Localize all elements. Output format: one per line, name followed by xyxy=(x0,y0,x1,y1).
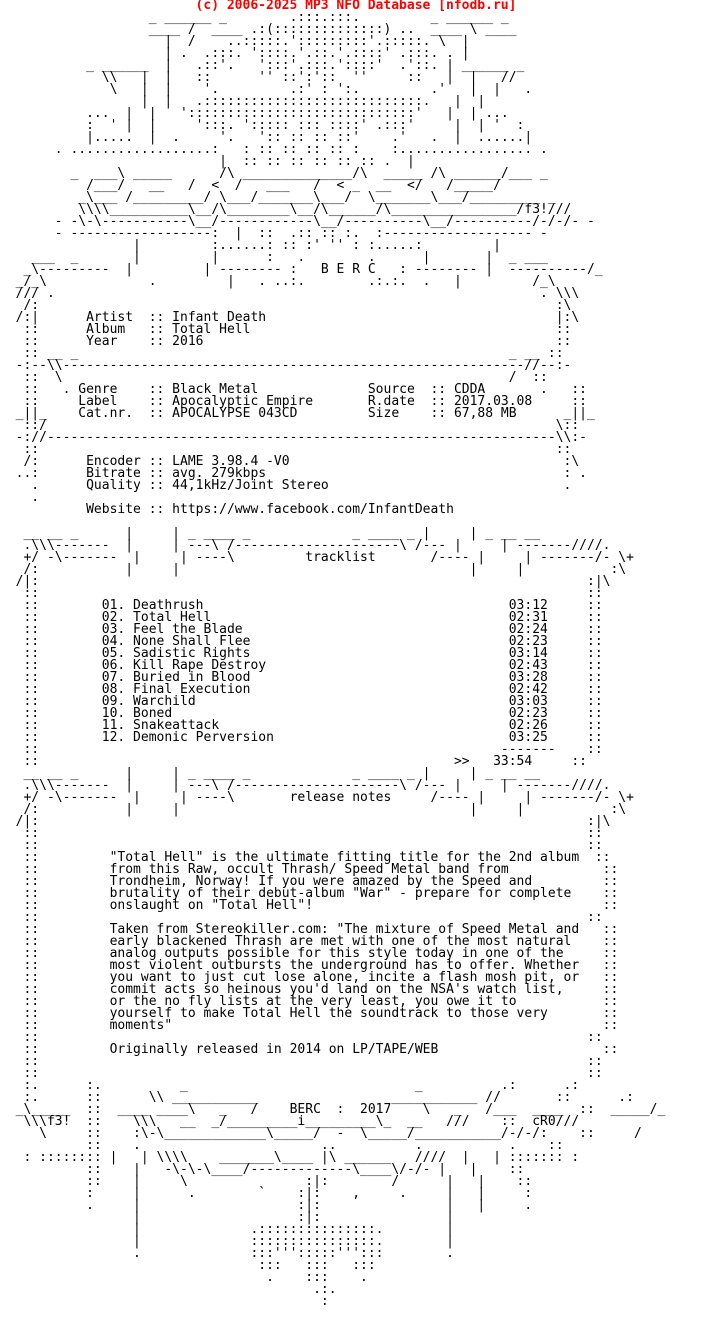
nfo-line: Website :: https://www.facebook.com/InfantDeath xyxy=(0,502,454,517)
nfo-line: :: :: xyxy=(0,910,603,925)
nfo-line: .\\\------- | | ---\ /---------------------\ /--- | | -------////. xyxy=(0,538,611,553)
nfo-line: _/_\ . | . ..:. .:.:. . | /_\ xyxy=(0,274,556,289)
nfo-line: _\--------- | | -------- : B E R C : -------- | ----------/_ xyxy=(0,262,603,277)
nfo-line: ::/ \:: xyxy=(0,418,580,433)
nfo-line: :: >> 33:54 :: xyxy=(0,754,587,769)
nfo-ascii-document xyxy=(0,12,712,1332)
nfo-line: :: :: xyxy=(0,1066,603,1081)
nfo-line: :: . Genre :: Black Metal Source :: CDDA . :: xyxy=(0,382,587,397)
nfo-line: +/ -\------- | | ----\ tracklist /---- | | -------/- \+ xyxy=(0,550,634,565)
nfo-line: . :::''':::::'''::: . xyxy=(0,1246,454,1261)
nfo-line: :: yourself to make Total Hell the soundtrack to those very :: xyxy=(0,1006,619,1021)
nfo-line: _||_ Cat.nr. :: APOCALYPSE 043CD Size :: 67,88 MB _||_ xyxy=(0,406,595,421)
nfo-line: :: Trondheim, Norway! If you were amazed by the Speed and :: xyxy=(0,874,619,889)
nfo-line: /|: :|\ xyxy=(0,574,611,589)
nfo-line: :: 05. Sadistic Rights 03:14 :: xyxy=(0,646,603,661)
nfo-line: :: | \ :|: / | | :: xyxy=(0,1174,533,1189)
nfo-line: ____ / ____ .:(::::::::::::::) .. ____ \ ____ xyxy=(0,22,517,37)
nfo-line: | :......: :: :' '' : :.....: | xyxy=(0,238,501,253)
nfo-line: :: Album :: Total Hell :: xyxy=(0,322,572,337)
nfo-line: :: analog outputs possible for this style today in one of the :: xyxy=(0,946,619,961)
nfo-line: | / ..:::::.':::::::::'.:::::. \ | xyxy=(0,34,470,49)
nfo-line: ... | | ':::::::::::::::::::::::::::::' | | ... xyxy=(0,106,509,121)
nfo-line: | | .::::::::::::::::::::::::::::. | | xyxy=(0,94,486,109)
nfo-line: :: 06. Kill Rape Destroy 02:43 :: xyxy=(0,658,603,673)
nfo-line: :: . .. . . :: xyxy=(0,1138,564,1153)
nfo-line: :: Year :: 2016 :: xyxy=(0,334,572,349)
nfo-line: . ..................: : :: :: :: :: : :................. . xyxy=(0,142,548,157)
nfo-line: /// . . \\\ xyxy=(0,286,580,301)
nfo-line: | ::::::::::::::::. | xyxy=(0,1234,454,1249)
nfo-line: /: :\ xyxy=(0,298,572,313)
nfo-line: /___/ __ / < / ___ / < _ __ </ /_____/ xyxy=(0,178,501,193)
nfo-line: ..: Bitrate :: avg. 279kbps : . xyxy=(0,466,587,481)
nfo-line: :: 08. Final Execution 02:42 :: xyxy=(0,682,603,697)
nfo-line: .\\\------- | | ---\ /---------------------\ /--- | | -------////. xyxy=(0,778,611,793)
nfo-line: |..... | . '. ':: :: :: ::' .' . | ......| xyxy=(0,130,533,145)
nfo-line: :: Originally released in 2014 on LP/TAPE/WEB :: xyxy=(0,1042,619,1057)
nfo-line: :: __ _ _ __ :: xyxy=(0,346,564,361)
nfo-line: :: :: xyxy=(0,442,572,457)
nfo-line: :: onslaught on "Total Hell"! :: xyxy=(0,898,619,913)
nfo-line: _\___ /_________/ \___/_______\___/ \_______\___/_________ _ xyxy=(0,190,556,205)
nfo-line: /: | | | | :\ xyxy=(0,802,627,817)
nfo-line: :: Label :: Apocalyptic Empire R.date :: 2017.03.08 :: xyxy=(0,394,587,409)
nfo-line: _ ______ | .::'. ':::'.:::.'::::' .'::. | ______ _ xyxy=(0,58,525,73)
nfo-line: :: :: xyxy=(0,1030,603,1045)
nfo-line: :: 07. Buried in Blood 03:28 :: xyxy=(0,670,603,685)
nfo-line: _\_____ :: ____ ____\ _ / BERC : 2017 \ _ /___ ____ :: _____/_ xyxy=(0,1102,666,1117)
nfo-line: :: from this Raw, occult Thrash/ Speed Metal band from :: xyxy=(0,862,619,877)
nfo-line: :. :. _ _ .: .: xyxy=(0,1078,580,1093)
nfo-line: :: 02. Total Hell 02:31 :: xyxy=(0,610,603,625)
nfo-line: : ' | | ':::. '::::: ::: ::::' .:::' | | ' : xyxy=(0,118,525,133)
nfo-line: \ | | '. .:' : ':. .' | | . xyxy=(0,82,533,97)
nfo-line: :: :: xyxy=(0,838,603,853)
nfo-line: :: 12. Demonic Perversion 03:25 :: xyxy=(0,730,603,745)
nfo-line: -://-----------------------------------------------------------------\\:- xyxy=(0,430,587,445)
nfo-line: . | :|: | | . xyxy=(0,1198,533,1213)
nfo-line: :: 09. Warchild 03:03 :: xyxy=(0,694,603,709)
nfo-line: :: most violent outbursts the underground has to offer. Whether :: xyxy=(0,958,619,973)
nfo-line: :: you want to just cut lose alone, incite a flash mosh pit, or :: xyxy=(0,970,619,985)
site-header: (c) 2006-2025 MP3 NFO Database [nfodb.ru] xyxy=(195,0,517,13)
nfo-line: ___ _ | | : . . | | _ ___ xyxy=(0,250,548,265)
nfo-line: | . .:::. '::::.'.::.'.::::' .:::. . | xyxy=(0,46,470,61)
nfo-line: -:--\\-----------------------------------------------------------//--:- xyxy=(0,358,572,373)
nfo-line: :: 03. Feel the Blade 02:24 :: xyxy=(0,622,603,637)
nfo-line: : :::::::: | | \\\\ _______\____ |\ ______ //// | | ::::::: : xyxy=(0,1150,580,1165)
nfo-line: :: brutality of their debut-album "War" - prepare for complete :: xyxy=(0,886,619,901)
nfo-line: \\\f3! :: \\\ __ _/_________i_________\_ __ /// :: cR0/// xyxy=(0,1114,580,1129)
nfo-line: /|: :|\ xyxy=(0,814,611,829)
nfo-line: | :: :: :: :: :: :: . | xyxy=(0,154,415,169)
nfo-line: : | . ` :|: , . | | : xyxy=(0,1186,533,1201)
nfo-line: :: :: xyxy=(0,586,603,601)
nfo-line: :. :: \\ ___________ ___________ // :: .: xyxy=(0,1090,634,1105)
nfo-line: - -\-\-----------\__/------------\__/----------\__/----------/-/-/- - xyxy=(0,214,595,229)
nfo-line: /: | | | | :\ xyxy=(0,562,627,577)
nfo-line: :: moments" :: xyxy=(0,1018,619,1033)
nfo-line: :: 10. Boned 02:23 :: xyxy=(0,706,603,721)
nfo-line: :: 01. Deathrush 03:12 :: xyxy=(0,598,603,613)
nfo-line: :: early blackened Thrash are met with one of the most natural :: xyxy=(0,934,619,949)
nfo-line: __ __ _ | | _ ____ _ _ ____ _ | | _ __ __ xyxy=(0,526,541,541)
nfo-line: .:. xyxy=(0,1282,337,1297)
nfo-line: _ ______ _ .:::.:::. _ ______ _ xyxy=(0,12,509,25)
nfo-line: /: Encoder :: LAME 3.98.4 -V0 :\ xyxy=(0,454,580,469)
nfo-line: +/ -\------- | | ----\ release notes /---- | | -------/- \+ xyxy=(0,790,634,805)
nfo-line: \\\\__________\__/\________\__/\______/\________________/f3!/// xyxy=(0,202,572,217)
nfo-line: ::: ::: ::: xyxy=(0,1258,376,1273)
nfo-line: \ :: :\-\_____________\_____/ - \_____/___________/-/-/: :: / xyxy=(0,1126,642,1141)
nfo-line: :: 04. None Shall Flee 02:23 :: xyxy=(0,634,603,649)
nfo-line: . ::: . xyxy=(0,1270,368,1285)
nfo-line: :: Taken from Stereokiller.com: "The mixture of Speed Metal and :: xyxy=(0,922,619,937)
nfo-line: :: "Total Hell" is the ultimate fitting title for the 2nd album :: xyxy=(0,850,611,865)
nfo-line: | :|: | xyxy=(0,1210,454,1225)
nfo-line: . xyxy=(0,490,564,505)
nfo-line: :: ------- :: xyxy=(0,742,603,757)
nfo-line: :: :: xyxy=(0,1054,603,1069)
nfo-line: /:| Artist :: Infant Death |:\ xyxy=(0,310,580,325)
nfo-line: . Quality :: 44,1kHz/Joint Stereo . xyxy=(0,478,572,493)
nfo-line: _ ___\ _____ /\ ______________/\ _____ /\ ______/___ _ xyxy=(0,166,548,181)
nfo-line: :: :: xyxy=(0,826,603,841)
nfo-line: :: commit acts so heinous you'd land on the NSA's watch list, :: xyxy=(0,982,619,997)
nfo-line: \\ | | :: '' ::':':: '' :: | | // xyxy=(0,70,517,85)
nfo-line: :: \ / :: xyxy=(0,370,548,385)
nfo-line: :: 11. Snakeattack 02:26 :: xyxy=(0,718,603,733)
nfo-line: | .:::::::::::::::. | xyxy=(0,1222,454,1237)
nfo-line: :: or the no fly lists at the very least, you owe it to :: xyxy=(0,994,619,1009)
nfo-line: - ------------------: | :: .:: :: :. :------------------- - xyxy=(0,226,548,241)
nfo-line: __ __ _ | | _ ____ _ _ ____ _ | | _ __ __ xyxy=(0,766,541,781)
nfo-line: :: | -\-\-\____/-------------\____\/-/- | | :: xyxy=(0,1162,525,1177)
nfo-line: : xyxy=(0,1294,329,1309)
